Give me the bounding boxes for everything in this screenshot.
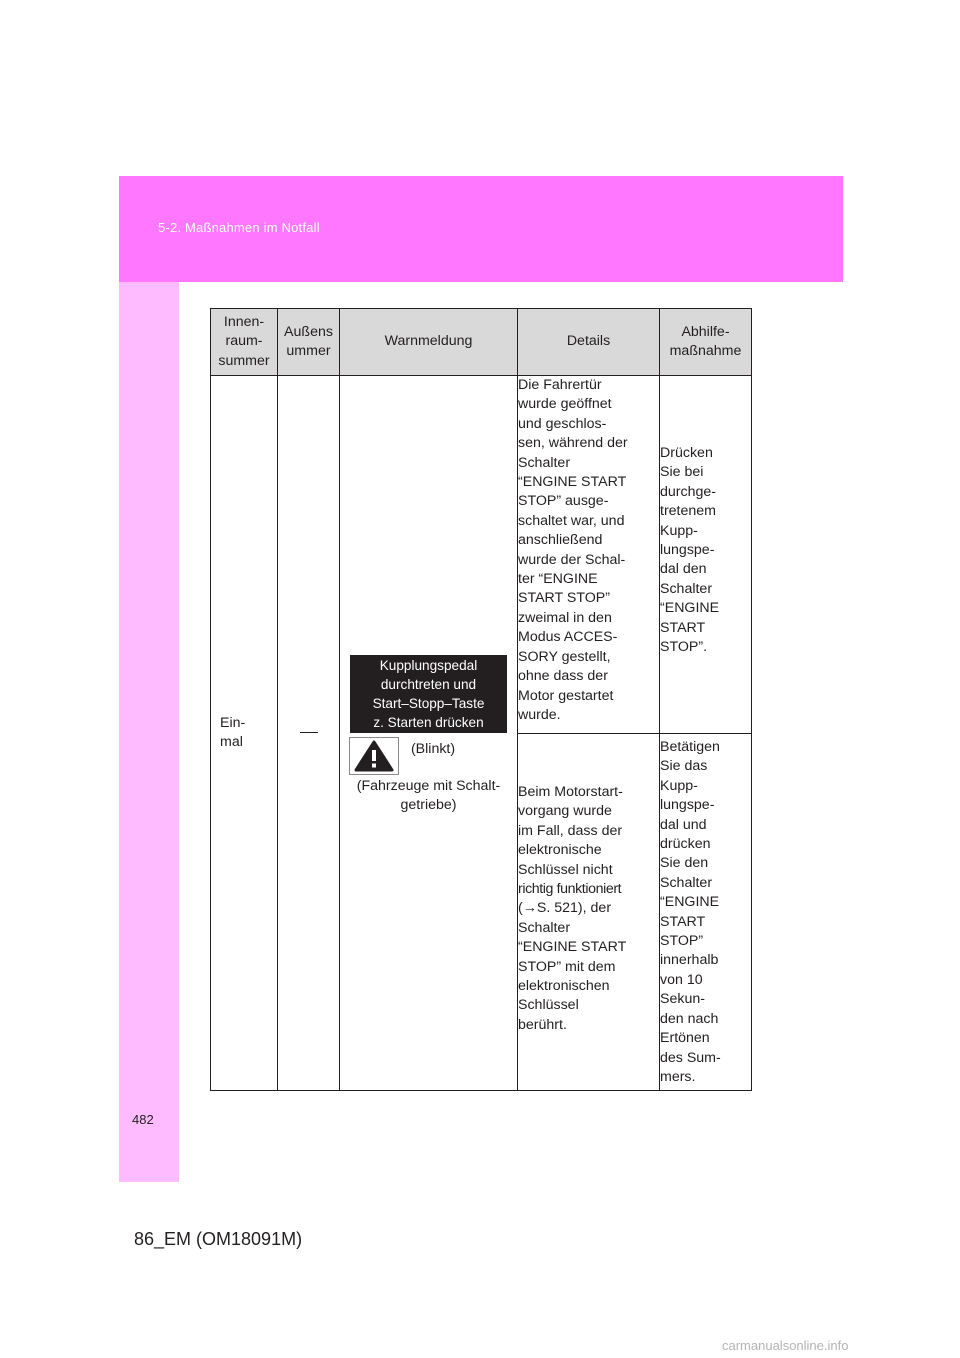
text-line: Schalter bbox=[518, 919, 571, 936]
text-line: zweimal in den bbox=[518, 609, 612, 626]
text-line: Schalter bbox=[660, 874, 713, 891]
text-line: “ENGINE bbox=[660, 894, 720, 911]
text-line: STOP”. bbox=[660, 639, 708, 656]
text-line: Schlüssel nicht bbox=[518, 861, 613, 878]
text-line: “ENGINE bbox=[660, 600, 720, 617]
text-line: Drücken bbox=[660, 445, 713, 461]
einmal-line: mal bbox=[220, 734, 243, 750]
cell-details-2 bbox=[518, 734, 660, 1091]
text-line: Sie den bbox=[660, 855, 709, 872]
header-warnmeldung: Warnmeldung bbox=[340, 309, 518, 376]
display-message-line: Start–Stopp–Taste bbox=[372, 696, 485, 711]
warning-triangle-icon bbox=[349, 737, 399, 775]
vehicle-note-line: getriebe) bbox=[400, 797, 457, 814]
icon-row bbox=[340, 737, 517, 775]
text-line: berührt. bbox=[518, 1016, 567, 1033]
header-line: summer bbox=[218, 352, 270, 369]
text-line: ohne dass der bbox=[518, 668, 608, 685]
document-code: 86_EM (OM18091M) bbox=[134, 1229, 303, 1249]
text-line: im Fall, dass der bbox=[518, 822, 623, 839]
text-line: vorgang wurde bbox=[518, 803, 612, 820]
cell-warnmeldung bbox=[340, 376, 518, 1091]
text-line: dal und bbox=[660, 816, 707, 833]
text-line: elektronische bbox=[518, 842, 602, 859]
text-line: elektronischen bbox=[518, 978, 610, 995]
text-line: wurde geöffnet bbox=[518, 396, 612, 413]
text-line: Betätigen bbox=[660, 739, 720, 755]
text-line: Beim Motorstart- bbox=[518, 784, 623, 800]
text-line: Motor gestartet bbox=[518, 687, 614, 704]
cell-details-1 bbox=[518, 376, 660, 734]
text-line: den nach bbox=[660, 1010, 719, 1027]
cell-remedy-1 bbox=[660, 376, 752, 734]
text-line: Schalter bbox=[518, 454, 571, 471]
text-line: wurde. bbox=[518, 706, 561, 723]
cell-remedy-2 bbox=[660, 734, 752, 1091]
text-line: Die Fahrertür bbox=[518, 377, 602, 393]
text-line: START bbox=[660, 619, 706, 636]
display-message-line: z. Starten drücken bbox=[373, 715, 484, 730]
text-line: drücken bbox=[660, 836, 711, 853]
text-line: des Sum- bbox=[660, 1049, 721, 1066]
text-line: START STOP” bbox=[518, 590, 610, 607]
text-line: ter “ENGINE bbox=[518, 571, 598, 588]
text-line: durchge- bbox=[660, 483, 716, 500]
dash-mark bbox=[300, 732, 318, 733]
text-line: tretenem bbox=[660, 503, 716, 520]
text-line: Modus ACCES- bbox=[518, 629, 618, 646]
header-aussensummer bbox=[278, 309, 340, 376]
text-line: SORY gestellt, bbox=[518, 648, 611, 665]
header-line: raum- bbox=[225, 333, 263, 350]
details-1-text bbox=[518, 376, 659, 725]
text-line: Kupp- bbox=[660, 777, 698, 794]
text-line: Schlüssel bbox=[518, 997, 579, 1014]
table-header-row bbox=[211, 309, 752, 376]
text-line: mers. bbox=[660, 1068, 696, 1085]
text-line: sen, während der bbox=[518, 435, 628, 452]
text-line: anschließend bbox=[518, 532, 603, 549]
header-line: Abhilfe- bbox=[681, 323, 730, 340]
display-message-box bbox=[350, 655, 507, 733]
text-line: STOP” bbox=[660, 933, 704, 950]
cell-aussensummer bbox=[278, 376, 340, 1091]
blinkt-label: (Blinkt) bbox=[410, 741, 456, 757]
text-line: dal den bbox=[660, 561, 707, 578]
header-details: Details bbox=[518, 309, 660, 376]
cell-innenraumsummer bbox=[211, 376, 278, 1091]
einmal-line: Ein- bbox=[220, 714, 246, 731]
text-line: Schalter bbox=[660, 580, 713, 597]
text-line: “ENGINE START bbox=[518, 939, 627, 956]
section-title: 5-2. Maßnahmen im Notfall bbox=[158, 220, 320, 235]
header-line: ummer bbox=[286, 343, 331, 359]
text-line: START bbox=[660, 913, 706, 930]
watermark[interactable]: carmanualsonline.info bbox=[722, 1338, 849, 1353]
text-line: Sie das bbox=[660, 758, 708, 775]
header-innenraumsummer bbox=[211, 309, 278, 376]
text-line: lungspe- bbox=[660, 542, 715, 559]
header-line: Innen- bbox=[223, 313, 265, 330]
text-line: schaltet war, und bbox=[518, 512, 625, 529]
text-line: und geschlos- bbox=[518, 415, 607, 432]
text-line: innerhalb bbox=[660, 952, 719, 969]
text-line: Sekun- bbox=[660, 991, 705, 1008]
page-number: 482 bbox=[132, 1112, 154, 1127]
warning-table bbox=[210, 308, 752, 1091]
text-line: Kupp- bbox=[660, 522, 698, 539]
text-line: Sie bei bbox=[660, 464, 704, 481]
vehicle-note bbox=[340, 777, 517, 816]
vehicle-note-line: (Fahrzeuge mit Schalt- bbox=[356, 778, 501, 794]
header-line: maßnahme bbox=[669, 343, 742, 359]
text-line: lungspe- bbox=[660, 797, 715, 814]
text-line: STOP” mit dem bbox=[518, 958, 616, 975]
text-line: wurde der Schal- bbox=[518, 551, 626, 568]
header-line: Außens bbox=[284, 323, 333, 340]
text-line: richtig funktioniert bbox=[518, 881, 622, 898]
text-line: (→S. 521), der bbox=[518, 900, 612, 917]
table-row bbox=[211, 376, 752, 734]
text-line: Ertönen bbox=[660, 1030, 710, 1047]
text-line: “ENGINE START bbox=[518, 474, 627, 491]
display-message-line: durchtreten und bbox=[380, 677, 477, 692]
header-abhilfe bbox=[660, 309, 752, 376]
text-line: von 10 bbox=[660, 971, 703, 988]
display-message-line: Kupplungspedal bbox=[379, 658, 478, 673]
chapter-side-strip bbox=[119, 282, 179, 1182]
text-line: STOP” ausge- bbox=[518, 493, 609, 510]
